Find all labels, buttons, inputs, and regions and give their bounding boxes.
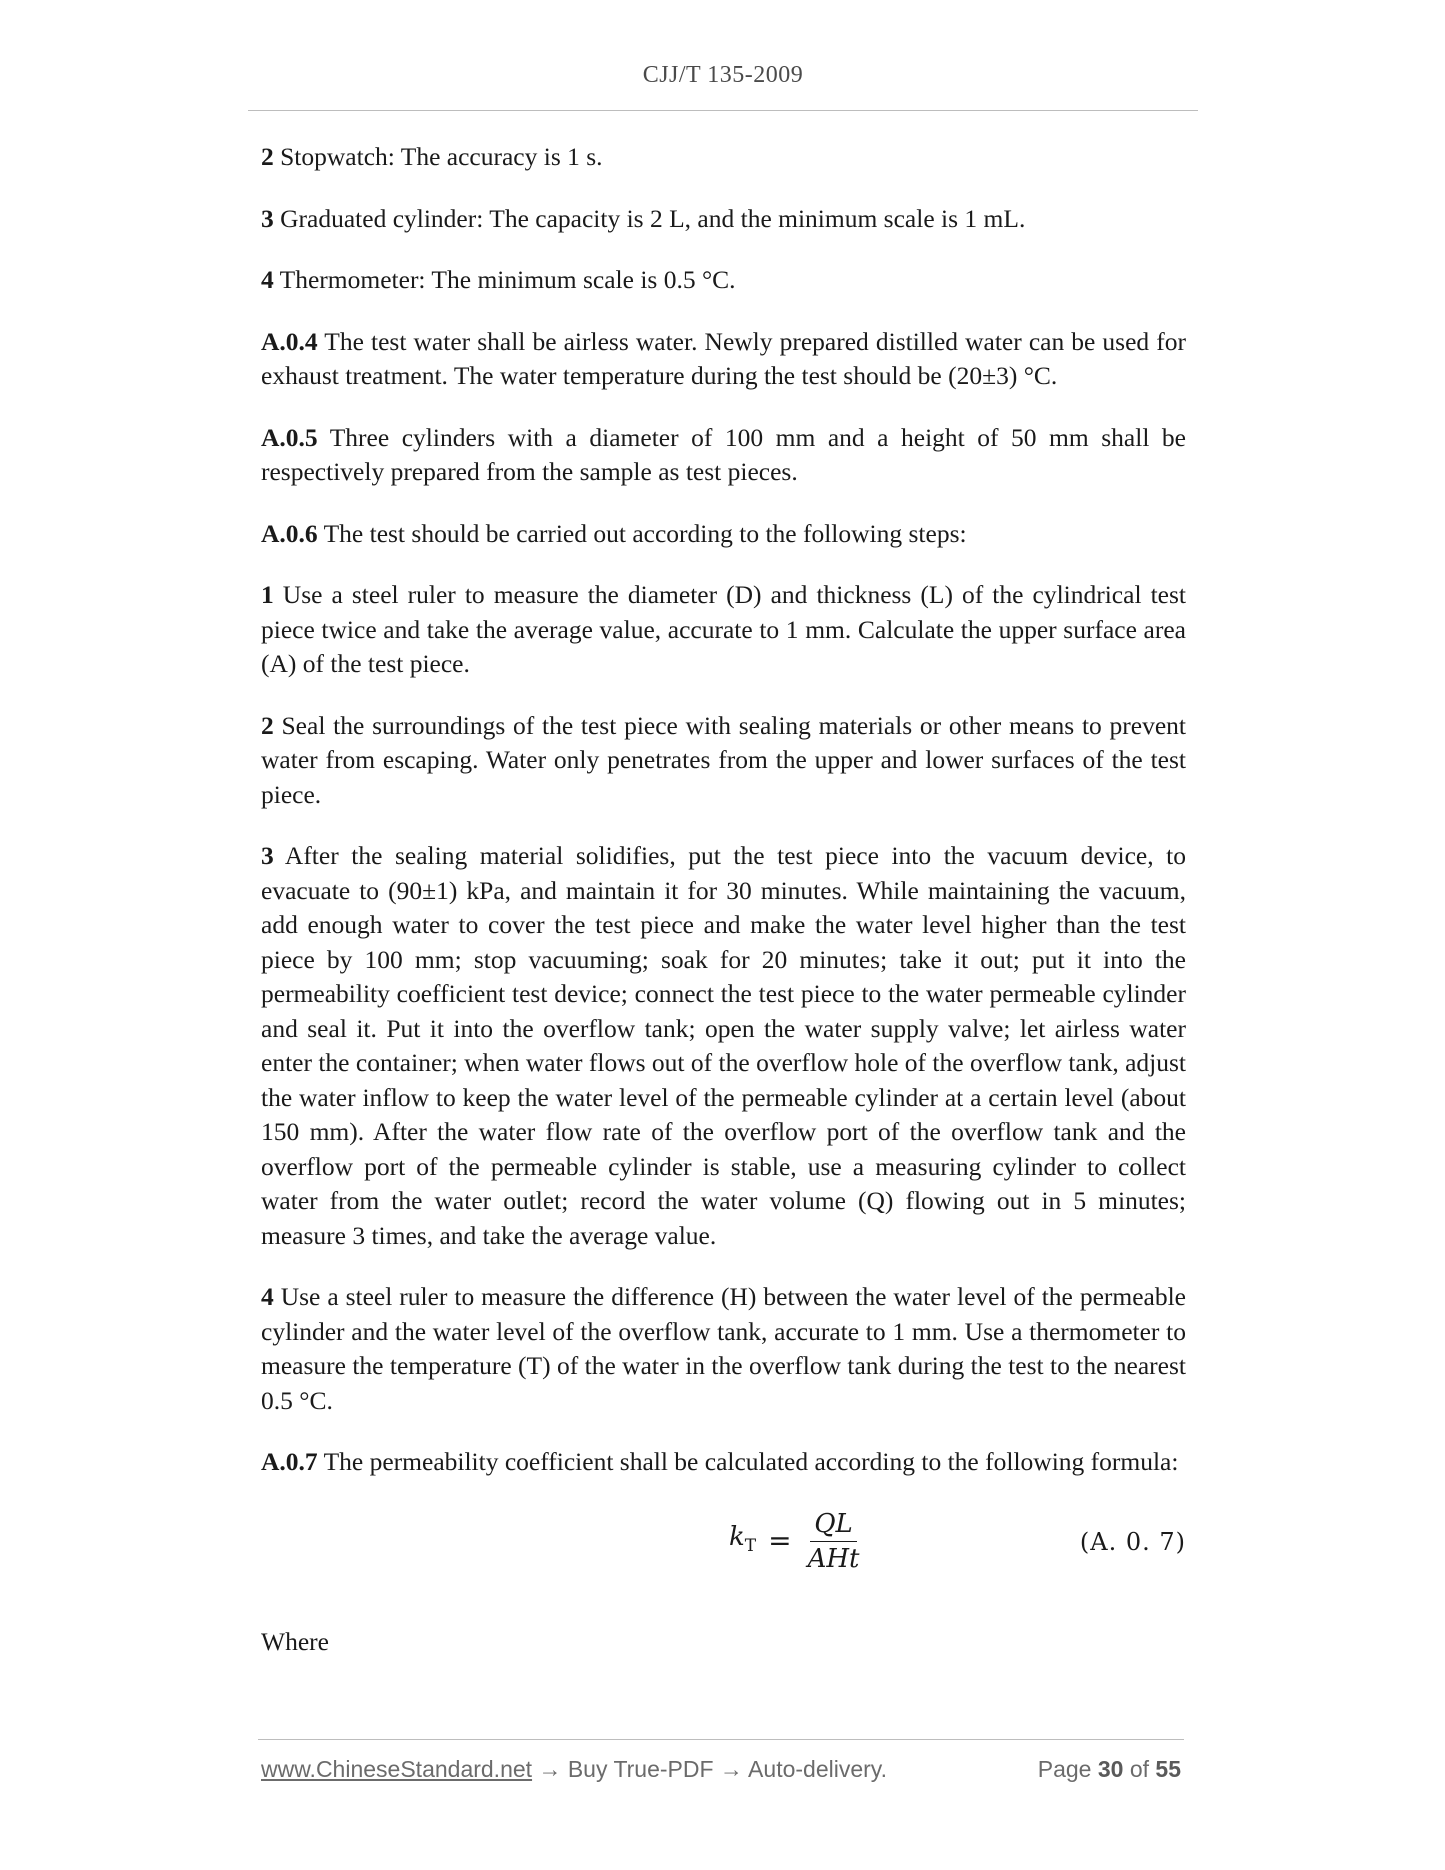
header-divider xyxy=(248,110,1198,111)
formula-denominator: AHt xyxy=(807,1544,860,1574)
footer-promo xyxy=(261,1756,887,1783)
formula-block xyxy=(261,1507,1186,1587)
step-2 xyxy=(261,709,1186,813)
clause-number: A.0.6 xyxy=(261,518,318,548)
paragraph-text: Seal the surroundings of the test piece with sealing materials or other means to prevent water from escaping. Water only penetrates from the upper and lower surfaces of the test piece. xyxy=(261,710,1186,809)
clause-a-0-4 xyxy=(261,325,1186,394)
item-number: 2 xyxy=(261,142,274,171)
where-label: Where xyxy=(261,1626,329,1656)
current-page-number: 30 xyxy=(1097,1756,1124,1782)
page-of: of xyxy=(1123,1756,1156,1782)
step-number: 4 xyxy=(261,1282,274,1311)
clause-number: A.0.4 xyxy=(261,326,318,356)
step-number: 1 xyxy=(261,580,274,609)
clause-a-0-6 xyxy=(261,517,1186,552)
clause-number: A.0.7 xyxy=(261,1447,318,1476)
page-footer xyxy=(261,1756,1181,1783)
page-indicator xyxy=(1038,1756,1181,1783)
item-number: 4 xyxy=(261,265,274,294)
paragraph-stopwatch xyxy=(261,140,1186,175)
paragraph-text: The permeability coefficient shall be calculated according to the following formula: xyxy=(317,1447,1179,1476)
clause-a-0-5 xyxy=(261,421,1186,490)
paragraph-thermometer xyxy=(261,263,1186,298)
paragraph-text: Use a steel ruler to measure the diameter (D) and thickness (L) of the cylindrical test piece twice and take the average value, accurate to 1 mm. Calculate the upper surface area (A) of the test piece. xyxy=(261,580,1186,678)
paragraph-text: The test should be carried out according to the following steps: xyxy=(317,518,967,548)
formula-numerator: QL xyxy=(810,1509,857,1542)
item-number: 3 xyxy=(261,203,274,233)
paragraph-graduated-cylinder xyxy=(261,202,1186,237)
clause-a-0-7 xyxy=(261,1445,1186,1480)
equation-number: (A. 0. 7) xyxy=(1079,1527,1186,1556)
formula-fraction xyxy=(804,1509,864,1574)
page-prefix: Page xyxy=(1037,1756,1098,1782)
footer-divider xyxy=(258,1739,1184,1740)
formula-lhs xyxy=(729,1520,756,1564)
paragraph-text: Three cylinders with a diameter of 100 mm and a height of 50 mm shall be respectively prepared from the sample as test pieces. xyxy=(261,422,1186,486)
permeability-formula xyxy=(729,1507,863,1577)
footer-promo-text: → Buy True-PDF → Auto-delivery. xyxy=(532,1756,887,1782)
formula-equals-sign: = xyxy=(768,1524,792,1558)
step-number: 2 xyxy=(261,710,274,740)
paragraph-text: Use a steel ruler to measure the difference (H) between the water level of the permeable cylinder and the water level of the overflow tank, accurate to 1 mm. Use a thermometer to measure the temperature (T) of the water in the overflow tank during the test to the nearest 0.5 °C. xyxy=(261,1282,1186,1415)
step-3 xyxy=(261,839,1186,1253)
paragraph-text: After the sealing material solidifies, put the test piece into the vacuum device, to evacuate to (90±1) kPa, and maintain it for 30 minutes. While maintaining the vacuum, add enough water to cover the test piece and make the water level higher than the test piece by 100 mm; stop vacuuming; soak for 20 minutes; take it out; put it into the permeability coefficient test device; connect the test piece to the water permeable cylinder and seal it. Put it into the overflow tank; open the water supply valve; let airless water enter the container; when water flows out of the overflow hole of the overflow tank, adjust the water inflow to keep the water level of the permeable cylinder at a certain level (about 150 mm). After the water flow rate of the overflow port of the overflow tank and the overflow port of the permeable cylinder is stable, use a measuring cylinder to collect water from the water outlet; record the water volume (Q) flowing out in 5 minutes; measure 3 times, and take the average value. xyxy=(261,841,1186,1250)
website-link[interactable]: www.ChineseStandard.net xyxy=(261,1756,533,1782)
step-4 xyxy=(261,1280,1186,1418)
step-number: 3 xyxy=(261,841,274,870)
paragraph-text: The test water shall be airless water. Newly prepared distilled water can be used for exhaust treatment. The water temperature during the test should be (20±3) °C. xyxy=(261,326,1186,390)
total-pages-number: 55 xyxy=(1155,1756,1181,1782)
document-body xyxy=(261,140,1186,1686)
formula-lhs-variable: k xyxy=(729,1521,745,1552)
clause-number: A.0.5 xyxy=(261,422,318,452)
step-1 xyxy=(261,578,1186,682)
paragraph-text: Graduated cylinder: The capacity is 2 L, and the minimum scale is 1 mL. xyxy=(273,203,1026,233)
paragraph-text: Stopwatch: The accuracy is 1 s. xyxy=(273,142,603,171)
paragraph-text: Thermometer: The minimum scale is 0.5 °C. xyxy=(273,265,736,294)
document-header: CJJ/T 135-2009 xyxy=(642,62,804,88)
formula-lhs-subscript: T xyxy=(744,1535,757,1556)
